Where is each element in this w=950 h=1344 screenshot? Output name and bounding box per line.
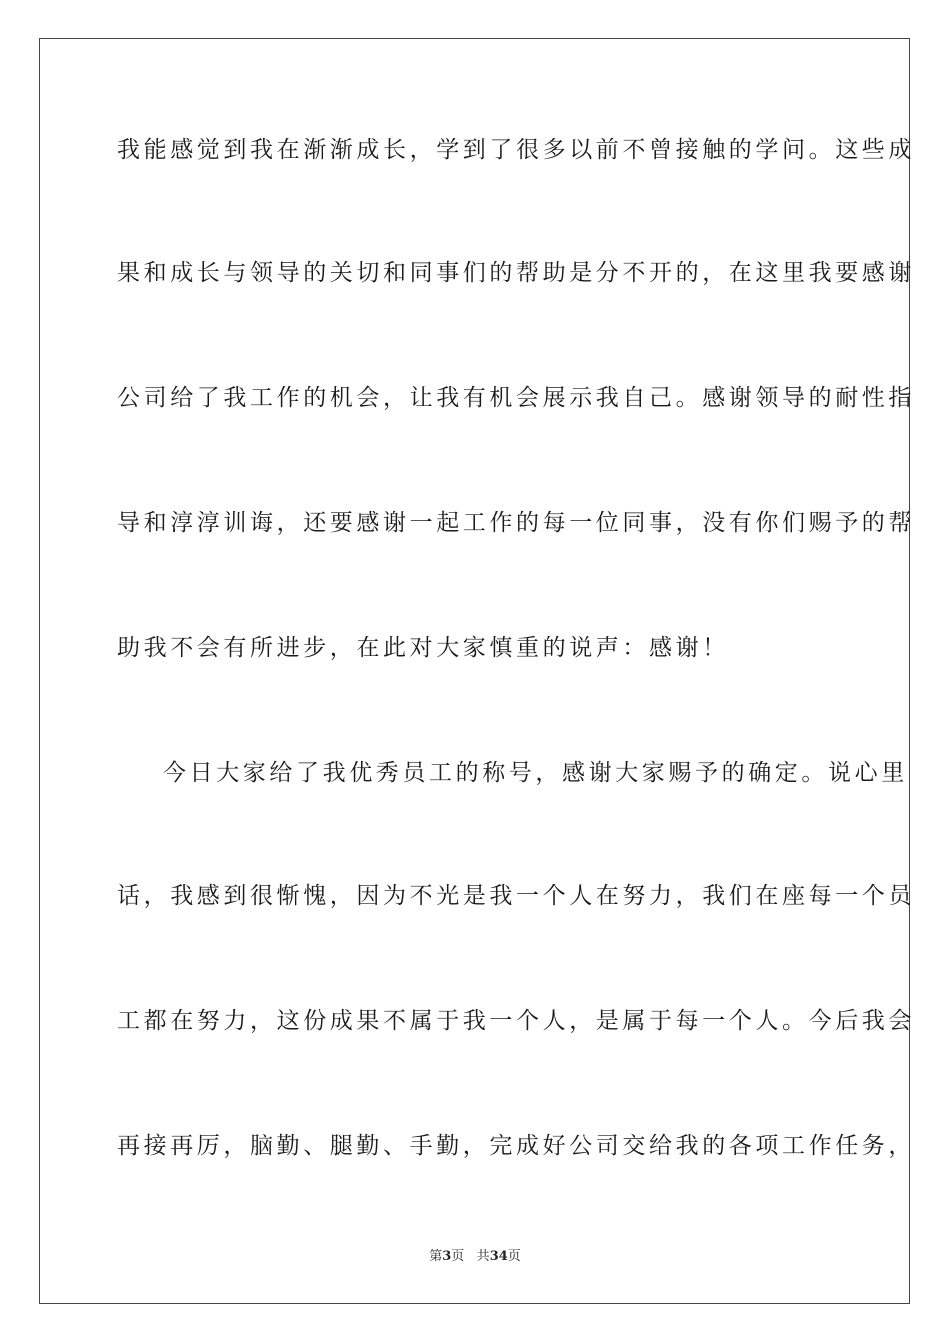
total-pages: 34 <box>489 1249 508 1264</box>
text-line-9: 再接再厉，脑勤、腿勤、手勤，完成好公司交给我的各项工作任务， <box>117 1133 915 1159</box>
text-line-6-paragraph-start: 今日大家给了我优秀员工的称号，感谢大家赐予的确定。说心里 <box>163 760 908 786</box>
text-line-1: 我能感觉到我在渐渐成长，学到了很多以前不曾接触的学问。这些成 <box>117 137 915 163</box>
text-line-8: 工都在努力，这份成果不属于我一个人，是属于每一个人。今后我会 <box>117 1008 915 1034</box>
total-suffix: 页 <box>507 1249 521 1264</box>
page-suffix: 页 <box>451 1249 465 1264</box>
text-line-7: 话，我感到很惭愧，因为不光是我一个人在努力，我们在座每一个员 <box>117 883 915 909</box>
page-prefix: 第 <box>429 1249 443 1264</box>
text-line-5: 助我不会有所进步，在此对大家慎重的说声：感谢！ <box>117 635 729 661</box>
page-footer <box>0 1248 950 1266</box>
text-line-3: 公司给了我工作的机会，让我有机会展示我自己。感谢领导的耐性指 <box>117 385 915 411</box>
text-line-4: 导和淳淳训诲，还要感谢一起工作的每一位同事，没有你们赐予的帮 <box>117 510 915 536</box>
text-line-2: 果和成长与领导的关切和同事们的帮助是分不开的，在这里我要感谢 <box>117 260 915 286</box>
total-prefix: 共 <box>476 1249 490 1264</box>
page-number: 3 <box>442 1249 452 1264</box>
page-border <box>39 38 915 1304</box>
